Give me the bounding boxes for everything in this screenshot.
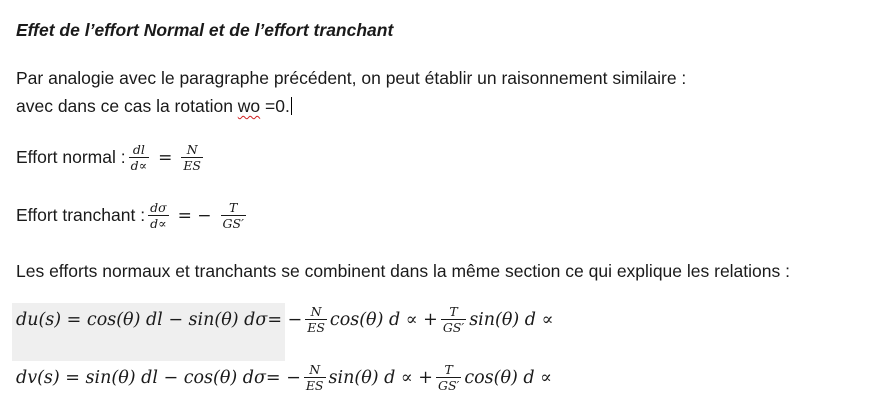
equals-sign: = <box>158 147 173 168</box>
effort-tranchant-label: Effort tranchant : <box>16 205 146 225</box>
fraction-numerator: T <box>449 304 458 319</box>
equals-minus-sign: = − <box>177 205 212 226</box>
fraction-numerator: T <box>444 362 453 377</box>
paragraph-rotation <box>16 96 292 117</box>
paragraph-analogy: Par analogie avec le paragraphe précédent, on peut établir un raisonnement similaire : <box>16 68 687 88</box>
fraction-t-gs <box>436 362 461 393</box>
equals-minus-sign: = − <box>265 367 301 388</box>
fraction-t-gs <box>441 304 466 335</box>
equation-du[interactable] <box>16 304 553 335</box>
fraction-numerator: N <box>186 142 198 157</box>
fraction-denominator: GS′ <box>222 216 244 231</box>
fraction-denominator: GS′ <box>442 320 465 335</box>
equals-minus-sign: = − <box>267 309 303 330</box>
fraction-dl-dalpha <box>129 142 149 173</box>
equation-dv-middle: sin(θ) d ∝ + <box>328 367 433 388</box>
equation-dv-lhs: dv(s) = sin(θ) dl − cos(θ) dσ <box>16 367 266 388</box>
rotation-text-suffix: =0. <box>260 96 290 116</box>
fraction-denominator: d∝ <box>130 158 148 173</box>
fraction-numerator: T <box>229 200 238 215</box>
fraction-denominator: ES <box>183 158 202 173</box>
effort-normal-label: Effort normal : <box>16 147 126 167</box>
fraction-t-gs <box>221 200 246 231</box>
equation-dv-tail: cos(θ) d ∝ <box>464 367 553 388</box>
section-title: Effet de l’effort Normal et de l’effort tranchant <box>16 20 394 40</box>
fraction-denominator: GS′ <box>437 378 460 393</box>
fraction-numerator: dσ <box>150 200 167 215</box>
paragraph-combination: Les efforts normaux et tranchants se combinent dans la même section ce qui explique les relations : <box>16 261 790 281</box>
equation-dv[interactable] <box>16 362 552 393</box>
fraction-n-es <box>305 304 327 335</box>
fraction-numerator: N <box>310 304 322 319</box>
equation-du-middle: cos(θ) d ∝ + <box>329 309 438 330</box>
text-cursor <box>291 97 292 115</box>
equation-effort-normal <box>16 142 206 173</box>
fraction-numerator: dl <box>132 142 145 157</box>
fraction-n-es <box>181 142 203 173</box>
fraction-n-es <box>304 362 326 393</box>
equation-effort-tranchant <box>16 200 249 231</box>
fraction-denominator: d∝ <box>150 216 167 231</box>
fraction-denominator: ES <box>307 320 325 335</box>
rotation-text-prefix: avec dans ce cas la rotation <box>16 96 238 116</box>
fraction-dsigma-dalpha <box>148 200 169 231</box>
fraction-denominator: ES <box>305 378 324 393</box>
fraction-numerator: N <box>309 362 321 377</box>
spellcheck-flagged-word[interactable]: wo <box>237 96 261 116</box>
equation-du-tail: sin(θ) d ∝ <box>469 309 554 330</box>
equation-du-lhs: du(s) = cos(θ) dl − sin(θ) dσ <box>16 309 268 330</box>
